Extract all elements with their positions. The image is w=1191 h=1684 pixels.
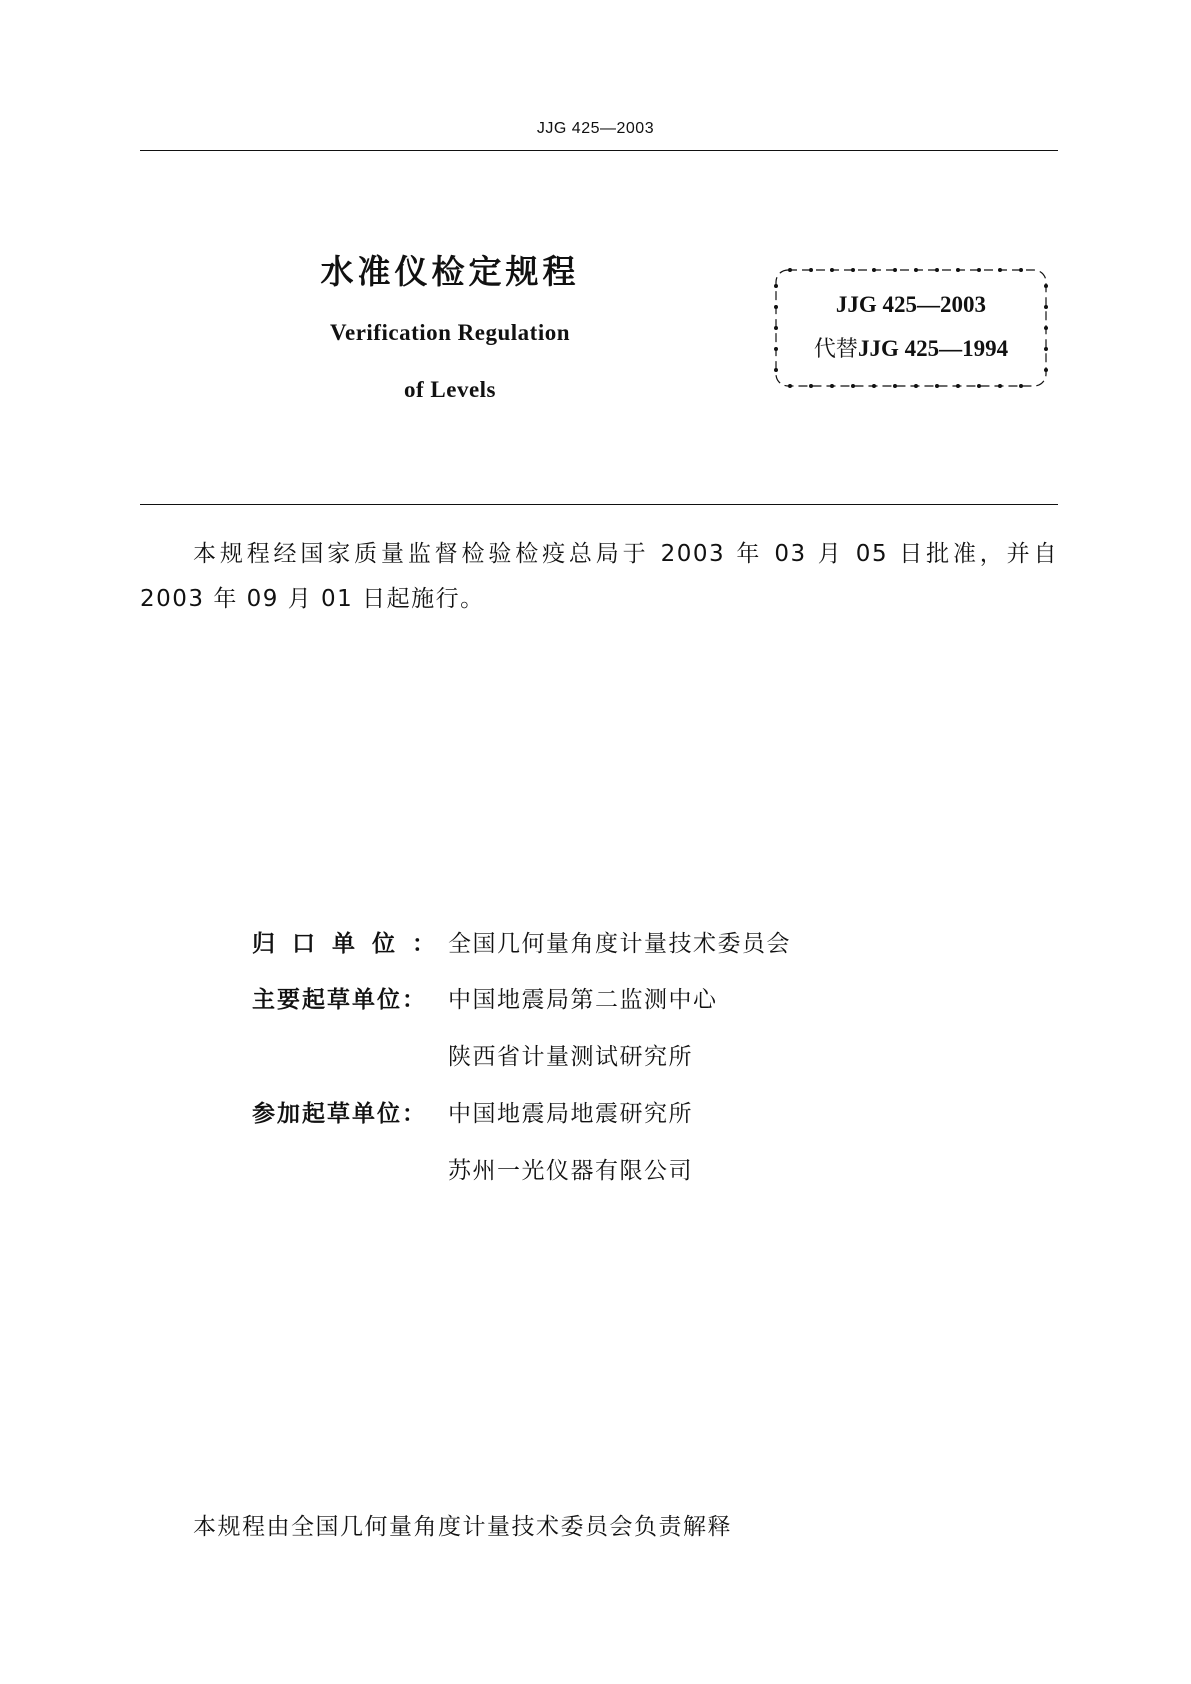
responsible-unit-label: 归口单位：: [252, 931, 435, 957]
main-drafter-item: 中国地震局第二监测中心: [448, 987, 718, 1013]
standard-code: JJG 425—2003: [835, 292, 987, 317]
approval-paragraph: 本规程经国家质量监督检验检疫总局于 2003 年 03 月 05 日批准，并自 2003 年 09 月 01 日起施行。: [140, 541, 1058, 612]
title-english-line-2: of Levels: [403, 377, 496, 402]
main-drafters-label: 主要起草单位：: [252, 987, 425, 1013]
participating-drafter-item: 苏州一光仪器有限公司: [448, 1158, 693, 1184]
interpretation-note: 本规程由全国几何量角度计量技术委员会负责解释: [193, 1514, 732, 1540]
running-header: JJG 425—2003: [536, 120, 655, 137]
main-drafter-item: 陕西省计量测试研究所: [448, 1044, 693, 1070]
replaced-code: JJG 425—1994: [857, 336, 1009, 361]
decorative-border-icon: [772, 266, 1050, 390]
title-english-line-1: Verification Regulation: [330, 320, 570, 345]
replaces-line: [772, 332, 1050, 363]
responsible-unit-value: 全国几何量角度计量技术委员会: [448, 931, 791, 957]
participating-drafters-label: 参加起草单位：: [252, 1101, 425, 1127]
participating-drafter-item: 中国地震局地震研究所: [448, 1101, 693, 1127]
title-divider: [140, 504, 1058, 505]
standard-code-box: [772, 266, 1050, 390]
replaces-prefix: 代替: [813, 337, 858, 362]
title-chinese: 水准仪检定规程: [320, 252, 580, 291]
header-divider: [140, 150, 1058, 151]
